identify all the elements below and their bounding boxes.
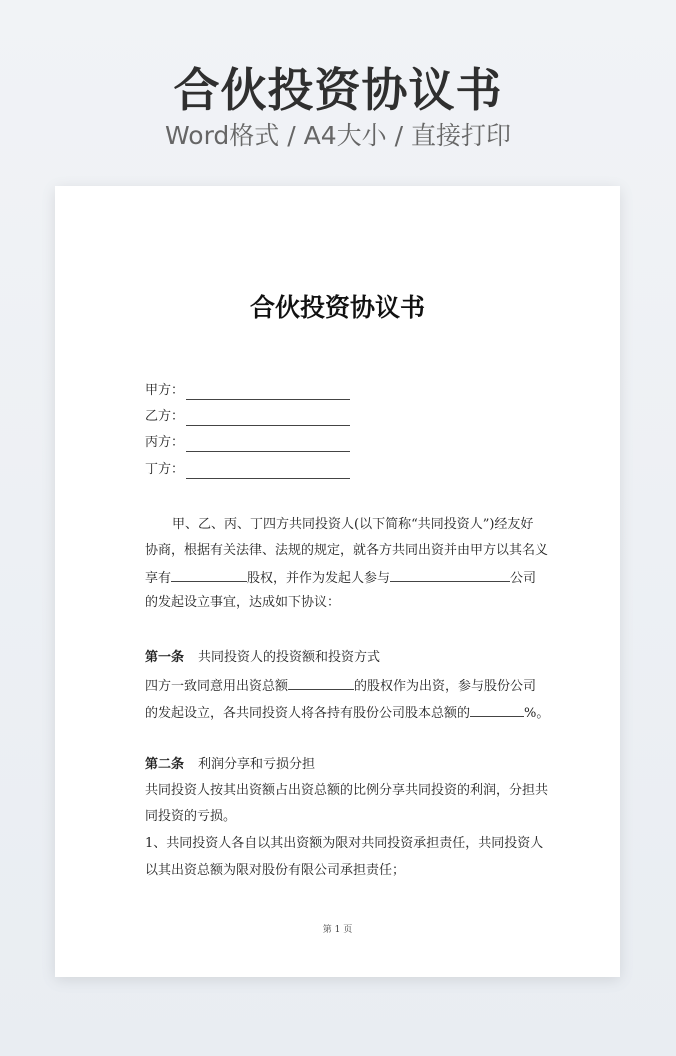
hero-title: 合伙投资协议书 xyxy=(173,63,503,117)
blank-line xyxy=(288,676,354,690)
article-text: %。 xyxy=(524,706,550,721)
party-d-field xyxy=(145,461,350,479)
intro-line: 甲、乙、丙、丁四方共同投资人(以下简称“共同投资人”)经友好 xyxy=(172,517,534,532)
article-2-line: 1、共同投资人各自以其出资额为限对共同投资承担责任，共同投资人 xyxy=(145,836,544,851)
hero-subtitle: Word格式 / A4大小 / 直接打印 xyxy=(165,121,511,150)
article-2-heading xyxy=(145,756,535,774)
page-number: 第 1 页 xyxy=(322,925,353,935)
article-text: 的股权作为出资，参与股份公司 xyxy=(354,679,537,694)
article-1-heading xyxy=(145,649,535,667)
blank-line xyxy=(171,568,247,582)
party-label: 甲方： xyxy=(145,383,185,398)
article-2-line: 同投资的亏损。 xyxy=(145,809,237,824)
blank-line xyxy=(470,703,524,717)
party-c-field xyxy=(145,434,350,452)
blank-line xyxy=(186,464,350,479)
article-1-line xyxy=(145,676,535,696)
party-b-field xyxy=(145,408,350,426)
document-page xyxy=(55,186,620,977)
party-label: 丁方： xyxy=(145,462,185,477)
blank-line xyxy=(186,385,350,400)
party-label: 丙方： xyxy=(145,435,185,450)
blank-line xyxy=(186,437,350,452)
party-a-field xyxy=(145,382,350,400)
intro-line: 协商，根据有关法律、法规的规定，就各方共同出资并由甲方以其名义 xyxy=(145,543,549,558)
article-text: 的发起设立，各共同投资人将各持有股份公司股本总额的 xyxy=(145,706,471,721)
intro-line xyxy=(145,568,535,588)
article-name: 共同投资人的投资额和投资方式 xyxy=(198,650,381,665)
article-2-line: 共同投资人按其出资额占出资总额的比例分享共同投资的利润，分担共 xyxy=(145,783,549,798)
blank-line xyxy=(390,568,510,582)
blank-line xyxy=(186,411,350,426)
intro-line: 的发起设立事宜，达成如下协议： xyxy=(145,595,341,610)
article-number: 第一条 xyxy=(145,650,185,665)
intro-text: 股权，并作为发起人参与 xyxy=(247,571,391,586)
article-text: 四方一致同意用出资总额 xyxy=(145,679,289,694)
article-number: 第二条 xyxy=(145,757,185,772)
intro-text: 享有 xyxy=(145,571,172,586)
document-title: 合伙投资协议书 xyxy=(249,293,425,322)
article-1-line xyxy=(145,703,550,723)
intro-text: 公司 xyxy=(510,571,537,586)
party-label: 乙方： xyxy=(145,409,185,424)
article-2-line: 以其出资总额为限对股份有限公司承担责任； xyxy=(145,863,406,878)
article-name: 利润分享和亏损分担 xyxy=(198,757,316,772)
